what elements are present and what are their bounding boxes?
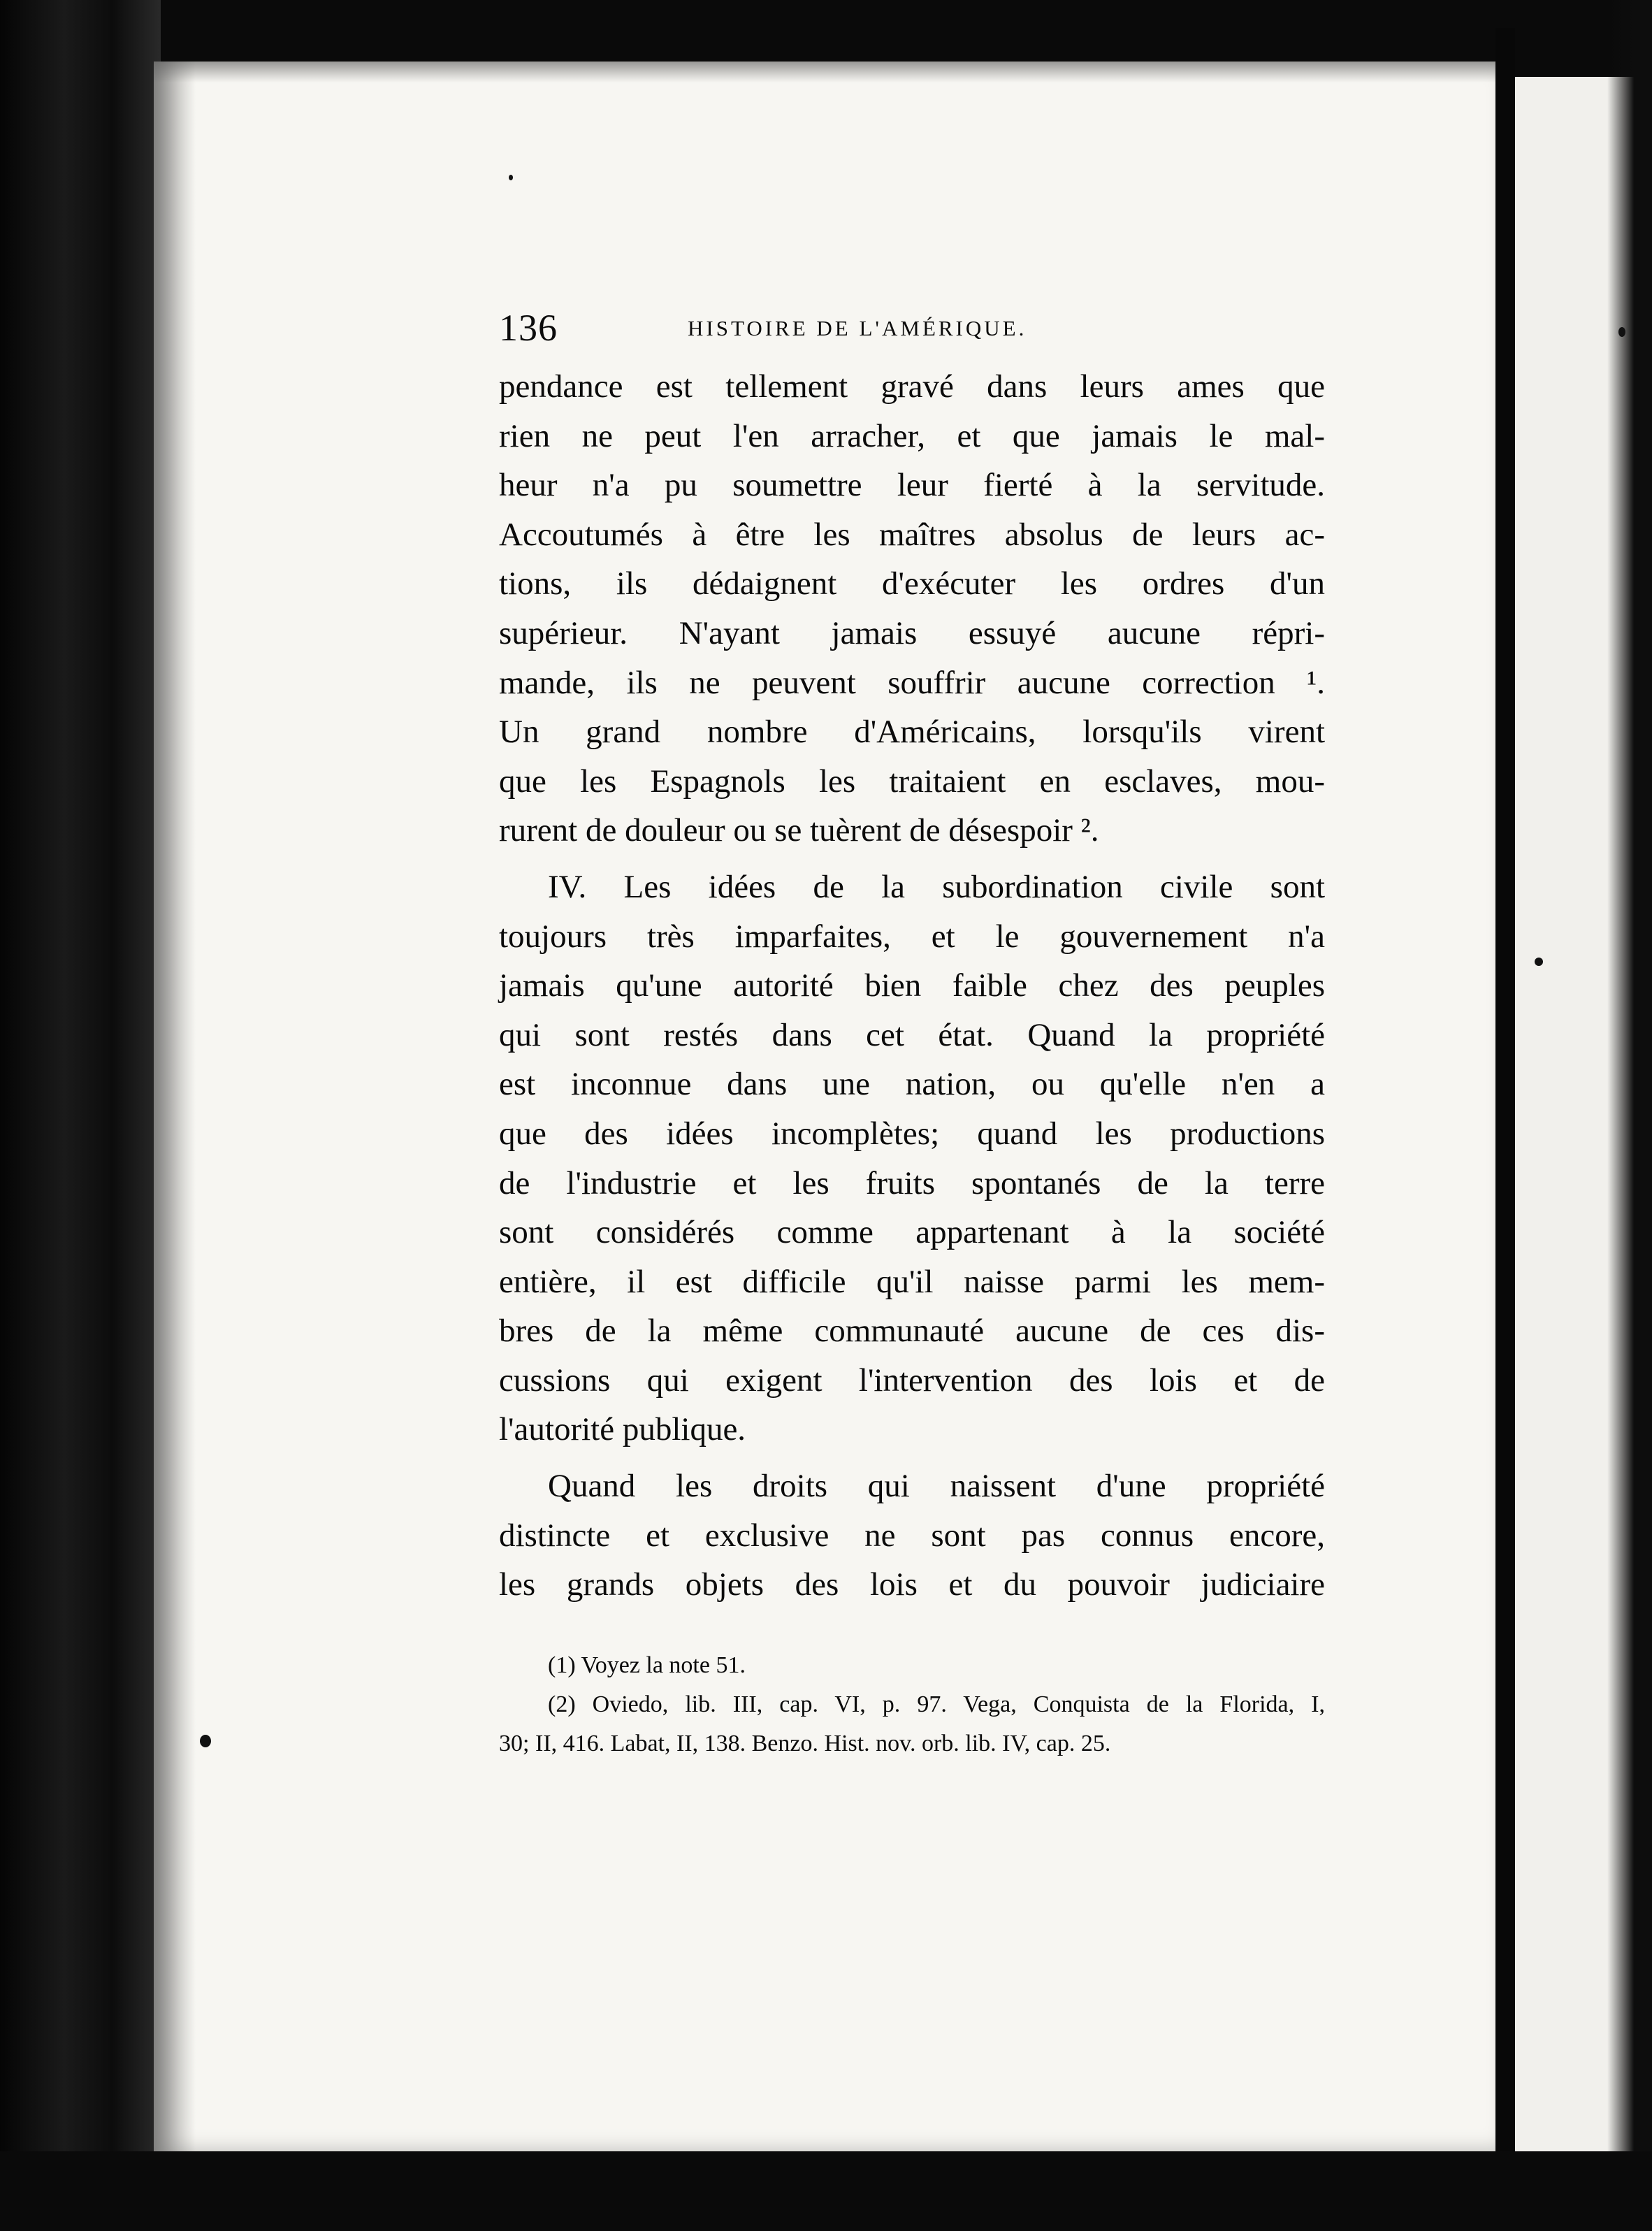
paragraph: [499, 1461, 1325, 1610]
page-text: [499, 306, 1325, 1763]
text-line: rurent de douleur ou se tuèrent de désespoir ².: [499, 812, 1099, 849]
next-page-edge: [1607, 0, 1652, 2231]
text-line: heur n'a pu soumettre leur fierté à la servitude.: [499, 467, 1325, 504]
text-line: l'autorité publique.: [499, 1411, 746, 1448]
ink-speck: [1535, 958, 1543, 966]
text-line: Quand les droits qui naissent d'une propriété: [548, 1468, 1325, 1505]
paragraph-gap: [499, 855, 1325, 862]
ink-speck: [1618, 327, 1625, 337]
page-top-wear: [154, 62, 1495, 82]
text-line: supérieur. N'ayant jamais essuyé aucune répri-: [499, 614, 1325, 651]
text-line: toujours très imparfaites, et le gouvernement n'a: [499, 918, 1325, 955]
text-line: Un grand nombre d'Américains, lorsqu'ils virent: [499, 714, 1325, 751]
page-edge-shadow: [154, 62, 196, 2151]
text-line: tions, ils dédaignent d'exécuter les ordres d'un: [499, 565, 1325, 602]
text-line: jamais qu'une autorité bien faible chez des peuples: [499, 967, 1325, 1004]
footnotes: [499, 1646, 1325, 1763]
text-line: est inconnue dans une nation, ou qu'elle n'en a: [499, 1066, 1325, 1103]
text-line: entière, il est difficile qu'il naisse parmi les mem-: [499, 1263, 1325, 1300]
text-line: qui sont restés dans cet état. Quand la propriété: [499, 1016, 1325, 1053]
text-line: IV. Les idées de la subordination civile sont: [548, 868, 1325, 905]
text-line: sont considérés comme appartenant à la société: [499, 1214, 1325, 1251]
paragraph: [499, 362, 1325, 855]
text-line: pendance est tellement gravé dans leurs ames que: [499, 368, 1325, 405]
bottom-background: [0, 2151, 1652, 2231]
text-line: de l'industrie et les fruits spontanés de la terre: [499, 1164, 1325, 1201]
text-line: les grands objets des lois et du pouvoir judiciaire: [499, 1566, 1325, 1603]
text-line: Accoutumés à être les maîtres absolus de leurs ac-: [499, 516, 1325, 553]
page-number: 136: [499, 307, 558, 349]
text-line: que les Espagnols les traitaient en esclaves, mou-: [499, 763, 1325, 800]
left-binding-edge: [0, 0, 161, 2231]
text-line: mande, ils ne peuvent souffrir aucune correction ¹.: [499, 664, 1325, 701]
page-fold: [1495, 28, 1515, 2231]
ink-speck: [509, 175, 513, 180]
text-line: rien ne peut l'en arracher, et que jamais le mal-: [499, 417, 1325, 454]
footnote: (2) Oviedo, lib. III, cap. VI, p. 97. Vega, Conquista de la Florida, I,: [548, 1691, 1325, 1717]
text-line: bres de la même communauté aucune de ces dis-: [499, 1313, 1325, 1350]
ink-speck: [200, 1735, 211, 1747]
text-line: que des idées incomplètes; quand les productions: [499, 1115, 1325, 1152]
footnote: (1) Voyez la note 51.: [548, 1652, 746, 1678]
running-title: HISTOIRE DE L'AMÉRIQUE.: [688, 316, 1027, 340]
text-line: distincte et exclusive ne sont pas connus encore,: [499, 1517, 1325, 1554]
text-line: cussions qui exigent l'intervention des lois et de: [499, 1362, 1325, 1399]
paragraph-gap: [499, 1454, 1325, 1461]
running-head: [499, 306, 1325, 362]
footnote-continuation: 30; II, 416. Labat, II, 138. Benzo. Hist. nov. orb. lib. IV, cap. 25.: [499, 1730, 1111, 1756]
paragraph: [499, 862, 1325, 1454]
